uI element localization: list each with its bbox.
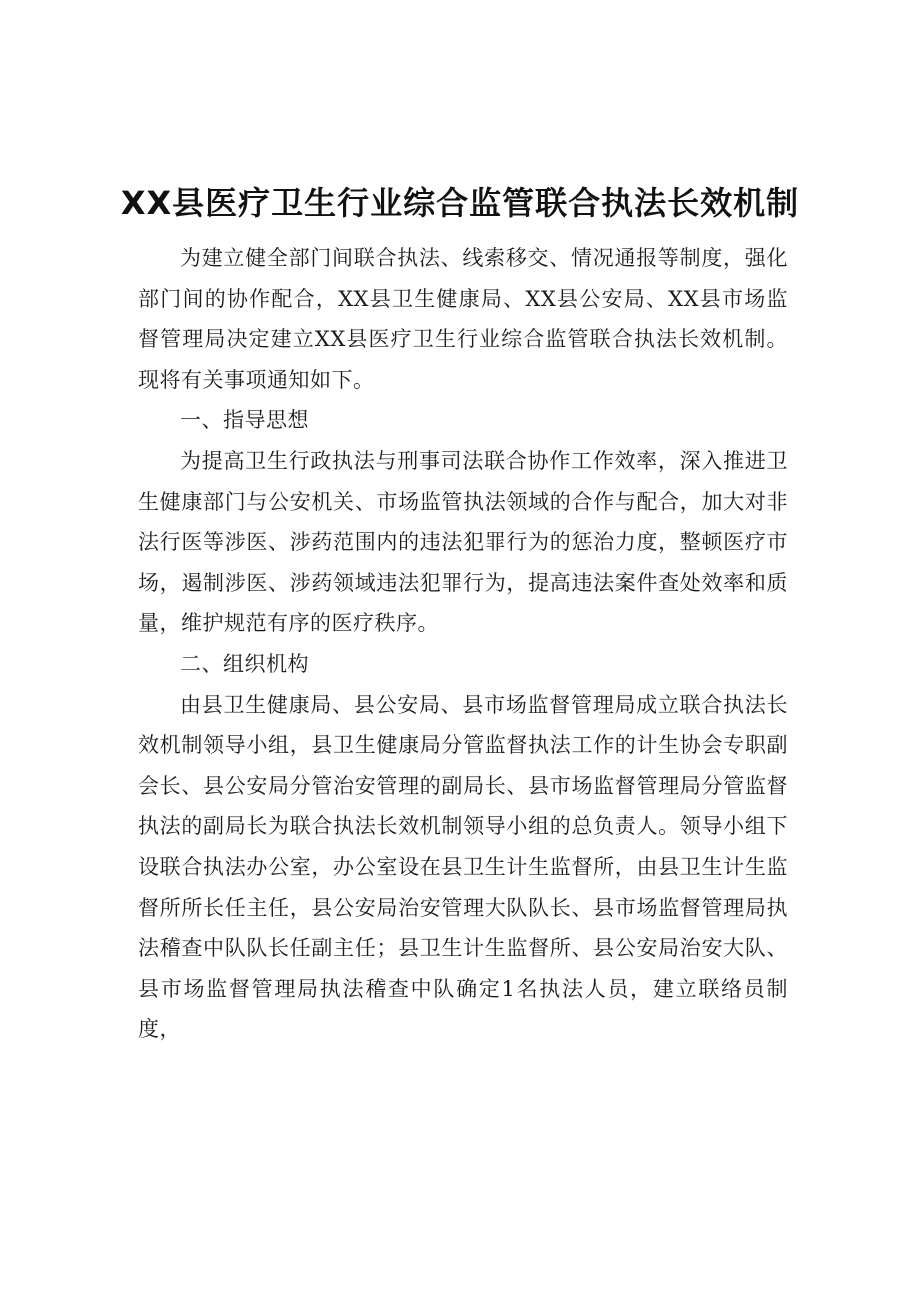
section-heading-organization: 二、组织机构 — [180, 651, 309, 676]
document-body — [138, 238, 788, 1050]
guiding-thought-paragraph: 为提高卫生行政执法与刑事司法联合协作工作效率，深入推进卫生健康部门与公安机关、市场监管执法领域的合作与配合，加大对非法行医等涉医、涉药范围内的违法犯罪行为的惩治力度，整顿医疗市场，遏制涉医、涉药领域违法犯罪行为，提高违法案件查处效率和质量，维护规范有序的医疗秩序。 — [138, 448, 788, 636]
intro-paragraph: 为建立健全部门间联合执法、线索移交、情况通报等制度，强化部门间的协作配合，XX县卫生健康局、XX县公安局、XX县市场监督管理局决定建立XX县医疗卫生行业综合监管联合执法长效机制。现将有关事项通知如下。 — [138, 246, 788, 392]
organization-paragraph: 由县卫生健康局、县公安局、县市场监督管理局成立联合执法长效机制领导小组，县卫生健康局分管监督执法工作的计生协会专职副会长、县公安局分管治安管理的副局长、县市场监督管理局分管监督执法的副局长为联合执法长效机制领导小组的总负责人。领导小组下设联合执法办公室，办公室设在县卫生计生监督所，由县卫生计生监督所所长任主任，县公安局治安管理大队队长、县市场监督管理局执法稽查中队队长任副主任；县卫生计生监督所、县公安局治安大队、县市场监督管理局执法稽查中队确定1名执法人员，建立联络员制度， — [138, 692, 788, 1042]
document-title: XX县医疗卫生行业综合监管联合执法长效机制 — [120, 184, 800, 222]
section-heading-guiding-thought: 一、指导思想 — [180, 408, 309, 433]
